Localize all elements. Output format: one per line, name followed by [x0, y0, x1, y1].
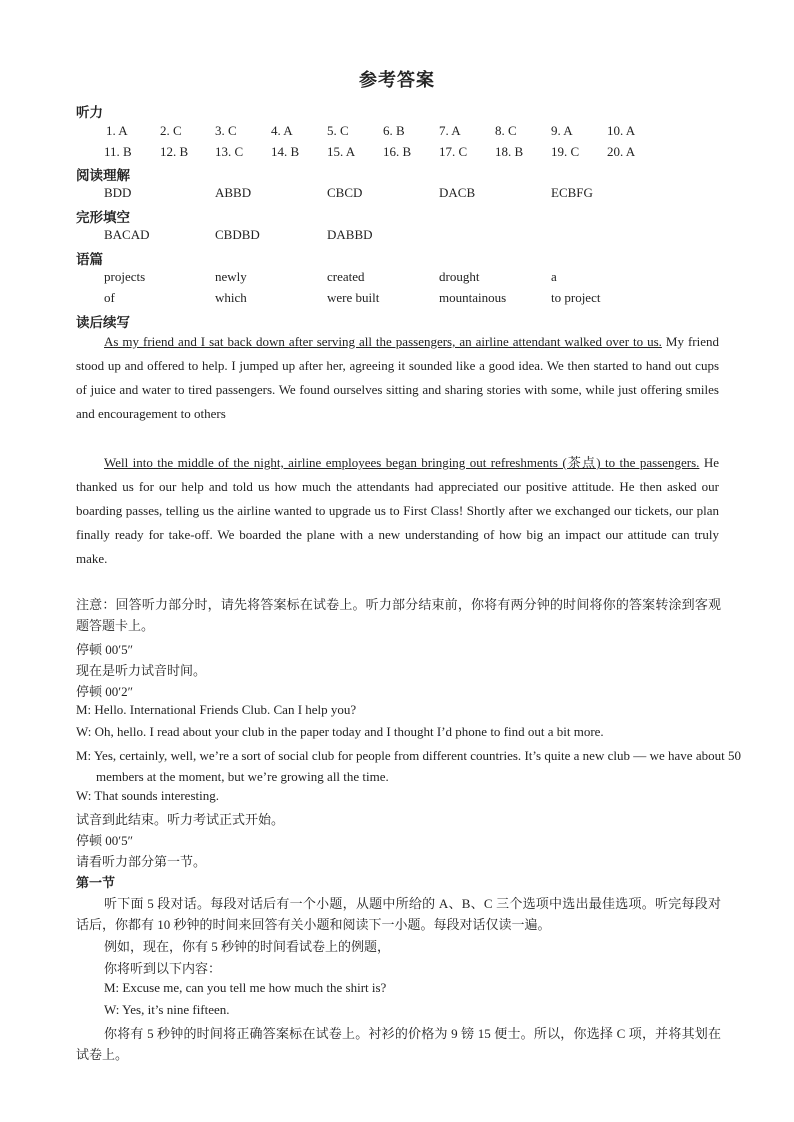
answer-cell: BDD — [104, 185, 132, 200]
script-note: 注意：回答听力部分时，请先将答案标在试卷上。听力部分结束前，你将有两分钟的时间将你的答案转涂到客观题答题卡上。 — [76, 597, 721, 633]
section-prompt: 请看听力部分第一节。 — [76, 854, 207, 869]
answer-cell: 15. A — [327, 144, 356, 159]
answer-cell: 20. A — [607, 144, 636, 159]
continuation-heading: 读后续写 — [76, 315, 130, 330]
answer-cell: 19. C — [551, 144, 580, 159]
pause-line: 停顿 00′2″ — [76, 684, 134, 699]
dialogue-line: M: Hello. International Friends Club. Can I help you? — [76, 702, 357, 717]
answer-cell: 2. C — [160, 123, 182, 138]
you-hear-line: 你将听到以下内容： — [104, 961, 222, 976]
answer-cell: newly — [215, 269, 247, 284]
paragraph-opening-sentence: Well into the middle of the night, airline employees began bringing out refreshments (茶点) to the passengers. — [104, 455, 700, 470]
paragraph-body: My friend stood up and offered to help. I jumped up after her, agreeing it sounded like a good idea. We then started to hand out cups of juice and water to tired passengers. We found ourselves sitting and sharing stories with some, while just offering smiles and encouragement to others — [76, 334, 719, 421]
answer-cell: 6. B — [383, 123, 405, 138]
answer-cell: 4. A — [271, 123, 293, 138]
answer-cell: ECBFG — [551, 185, 593, 200]
example-answer: 你将有 5 秒钟的时间将正确答案标在试卷上。衬衫的价格为 9 镑 15 便士。所以，你选择 C 项，并将其划在试卷上。 — [76, 1026, 721, 1062]
continuation-paragraph-1 — [76, 330, 719, 426]
pause-line: 停顿 00′5″ — [76, 642, 134, 657]
dialogue-line: W: That sounds interesting. — [76, 788, 219, 803]
section-instructions: 听下面 5 段对话。每段对话后有一个小题，从题中所给的 A、B、C 三个选项中选出最佳选项。听完每段对话后，你都有 10 秒钟的时间来回答有关小题和阅读下一小题。每段对话仅读一遍。 — [76, 896, 721, 932]
answer-cell: a — [551, 269, 557, 284]
example-dialogue: W: Yes, it’s nine fifteen. — [104, 1002, 230, 1017]
answer-cell: created — [327, 269, 365, 284]
answer-cell: were built — [327, 290, 380, 305]
answer-cell: mountainous — [439, 290, 507, 305]
answer-cell: 18. B — [495, 144, 524, 159]
trial-line: 现在是听力试音时间。 — [76, 663, 207, 678]
example-line: 例如，现在，你有 5 秒钟的时间看试卷上的例题， — [104, 939, 391, 954]
answer-cell: 7. A — [439, 123, 461, 138]
answer-cell: 16. B — [383, 144, 412, 159]
answer-cell: 10. A — [607, 123, 636, 138]
reading-heading: 阅读理解 — [76, 168, 130, 183]
answer-cell: to project — [551, 290, 601, 305]
answer-cell: DACB — [439, 185, 476, 200]
dialogue-line: W: Oh, hello. I read about your club in the paper today and I thought I’d phone to find out a bit more. — [76, 724, 604, 739]
answer-cell: ABBD — [215, 185, 252, 200]
page-title: 参考答案 — [359, 70, 435, 90]
answer-cell: 3. C — [215, 123, 237, 138]
continuation-paragraph-2 — [76, 451, 719, 571]
dialogue-line: M: Yes, certainly, well, we’re a sort of social club for people from different countries. It’s quite a new club — we have about 50 members at the moment, but we’re growing all the time. — [76, 748, 741, 784]
answer-cell: 5. C — [327, 123, 349, 138]
answer-cell: which — [215, 290, 247, 305]
answer-cell: drought — [439, 269, 480, 284]
answer-cell: 8. C — [495, 123, 517, 138]
answer-cell: 9. A — [551, 123, 573, 138]
answer-cell: 12. B — [160, 144, 189, 159]
answer-cell: 1. A — [106, 123, 128, 138]
grammar-heading: 语篇 — [76, 252, 103, 267]
answer-cell: 14. B — [271, 144, 300, 159]
answer-cell: 11. B — [104, 144, 132, 159]
paragraph-body: He thanked us for our help and told us how much the attendants had appreciated our positive attitude. He then asked our boarding passes, telling us the airline wanted to upgrade us to First Class! Shortly after we exchanged our tickets, our plan finally ready for take-off. We boarded the plane with a new understanding of how big an impact our attitude can truly make. — [76, 455, 719, 566]
example-dialogue: M: Excuse me, can you tell me how much the shirt is? — [104, 980, 387, 995]
answer-cell: CBDBD — [215, 227, 260, 242]
answer-cell: 13. C — [215, 144, 244, 159]
answer-cell: CBCD — [327, 185, 363, 200]
answer-cell: DABBD — [327, 227, 373, 242]
answer-cell: of — [104, 290, 115, 305]
answer-cell: BACAD — [104, 227, 150, 242]
listening-heading: 听力 — [76, 105, 103, 120]
section-one-heading: 第一节 — [76, 875, 116, 890]
trial-end-line: 试音到此结束。听力考试正式开始。 — [76, 812, 285, 827]
pause-line: 停顿 00′5″ — [76, 833, 134, 848]
answer-cell: projects — [104, 269, 146, 284]
cloze-heading: 完形填空 — [76, 210, 130, 225]
answer-cell: 17. C — [439, 144, 468, 159]
paragraph-opening-sentence: As my friend and I sat back down after serving all the passengers, an airline attendant walked over to us. — [104, 334, 662, 349]
